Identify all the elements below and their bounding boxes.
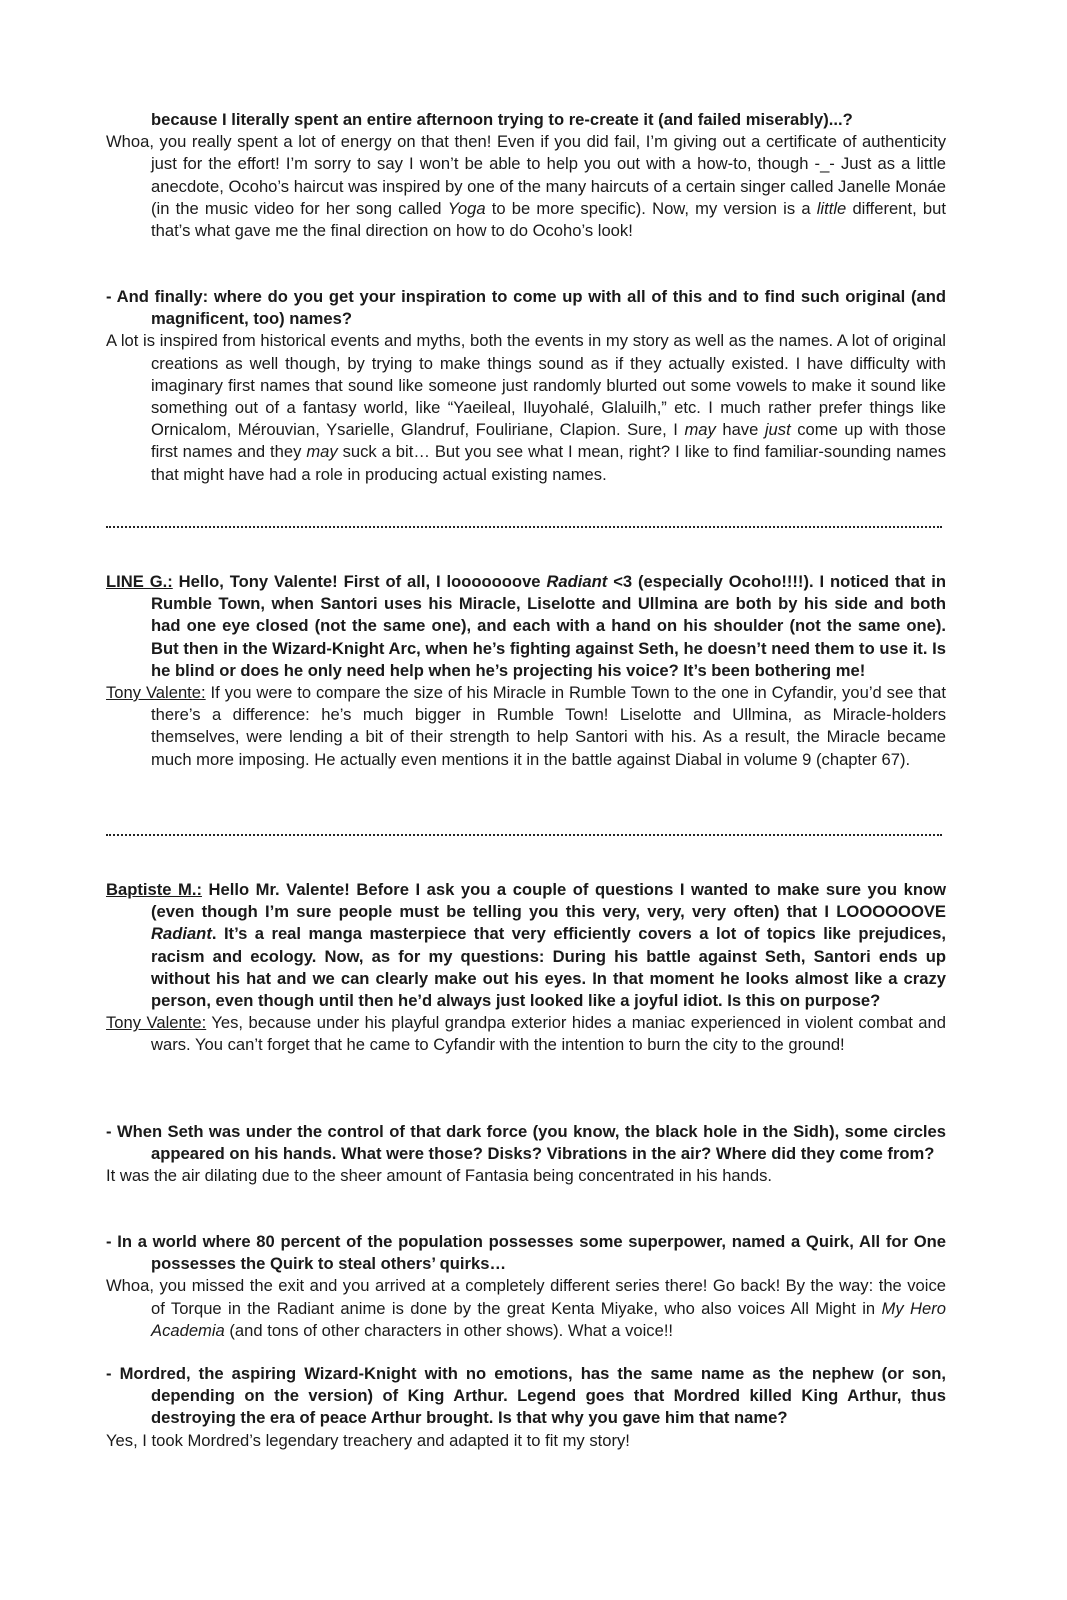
emphasis-text: may [684,420,716,440]
answer-text: have [715,420,765,440]
emphasis-text: Yoga [447,198,486,218]
dotted-divider [106,526,942,528]
question-seth-circles: - When Seth was under the control of that dark force (you know, the black hole in the Sidh), some circles appeared on his hands. What were those? Disks? Vibrations in the air? Where did they come from? [106,1122,946,1164]
inspiration-qa-block [106,286,946,486]
answer-seth-circles: It was the air dilating due to the sheer amount of Fantasia being concentrated in his hands. [106,1166,773,1186]
answer-baptiste [106,1012,946,1056]
quirk-qa-block [106,1231,946,1342]
answer-haircut [106,131,946,242]
question-continuation: because I literally spent an entire afternoon trying to re-create it (and failed miserably)...? [151,110,853,129]
emphasis-text: just [764,420,791,440]
question-text: . It’s a real manga masterpiece that very efficiently covers a lot of topics like prejudices, racism and ecology. Now, as for my questions: During his battle against Seth, Santori ends up without his hat and we can clearly make out his eyes. In that moment he looks almost like a crazy person, even though until then he’d always just looked like a joyful idiot. Is this on purpose? [151,924,946,1011]
question-inspiration: - And finally: where do you get your inspiration to come up with all of this and to find such original (and magnificent, too) names? [106,287,946,329]
answer-text: different, but that’s what gave me the final direction on how to do Ocoho’s look! [151,198,946,241]
question-text: Hello, Tony Valente! First of all, I looooooove [172,572,547,591]
emphasis-text: Radiant [546,572,608,591]
author-name: Tony Valente: [106,1013,207,1033]
answer-text: to be more specific). Now, my version is a [485,198,817,218]
answer-inspiration [106,330,946,485]
answer-text: A lot is inspired from historical events and myths, both the events in my story as well as the names. A lot of original creations as well though, by trying to make things sound as if they actually existed. I have difficulty with imaginary first names that sound like someone just randomly blurted out some vowels to make it sound like something out of a fantasy world, like “Yaeileal, Iluyohalé, Glaluilh,” etc. I much rather prefer things like Ornicalom, Mérouvian, Ysarielle, Glandruf, Fouliriane, Clapion. Sure, I [106,331,946,440]
mordred-qa-block [106,1363,946,1452]
question-line-g [106,571,946,682]
question-text: <3 (especially Ocoho!!!!). I noticed that in Rumble Town, when Santori uses his Miracle, Liselotte and Ullmina are both by his side and both had one eye closed (not the same one), and each with a hand on his shoulder (not the same one). But then in the Wizard-Knight Arc, when he’s fighting against Seth, he doesn’t need them to use it. Is he blind or does he only need help when he’s projecting his voice? It’s been bothering me! [151,572,946,680]
answer-text: (and tons of other characters in other shows). What a voice!! [224,1320,674,1340]
emphasis-text: little [816,198,847,218]
dotted-divider [106,834,942,836]
question-baptiste [106,879,946,1012]
question-continuation-block [106,109,946,242]
answer-text: suck a bit… But you see what I mean, right? I like to find familiar-sounding names that might have had a role in producing actual existing names. [151,442,946,484]
emphasis-text: Radiant [151,924,212,944]
answer-quirk [106,1275,946,1342]
answer-mordred: Yes, I took Mordred’s legendary treachery and adapted it to fit my story! [106,1430,630,1450]
answer-line-g [106,682,946,771]
emphasis-text: My Hero Academia [151,1298,946,1340]
answer-text: Yes, because under his playful grandpa exterior hides a maniac experienced in violent combat and wars. You can’t forget that he came to Cyfandir with the intention to burn the city to the ground! [151,1013,946,1055]
answer-text: Whoa, you really spent a lot of energy on that then! Even if you did fail, I’m giving out a certificate of authenticity just for the effort! I’m sorry to say I won’t be able to help you out with a how-to, though -_- Just as a little anecdote, Ocoho’s haircut was inspired by one of the many haircuts of a certain singer called Janelle Monáe (in the music video for her song called [106,132,946,218]
question-mordred: - Mordred, the aspiring Wizard-Knight with no emotions, has the same name as the nephew (or son, depending on the version) of King Arthur. Legend goes that Mordred killed King Arthur, thus destroying the era of peace Arthur brought. Is that why you gave him that name? [106,1364,946,1428]
asker-name: LINE G.: [106,572,173,591]
seth-circles-qa-block [106,1121,946,1188]
answer-text: come up with those first names and they [151,420,946,462]
question-text: Hello Mr. Valente! Before I ask you a couple of questions I wanted to make sure you know (even though I’m sure people must be telling you this very, very, very often) that I LOOOOOOVE [151,880,946,922]
baptiste-qa-block [106,879,946,1057]
question-quirk: - In a world where 80 percent of the population possesses some superpower, named a Quirk, All for One possesses the Quirk to steal others’ quirks… [106,1232,946,1274]
asker-name: Baptiste M.: [106,880,202,899]
answer-text: If you were to compare the size of his Miracle in Rumble Town to the one in Cyfandir, you’d see that there’s a difference: he’s much bigger in Rumble Town! Liselotte and Ullmina, as Miracle-holders themselves, were lending a bit of their strength to help Santori with his. As a result, the Miracle became much more imposing. He actually even mentions it in the battle against Diabal in volume 9 (chapter 67). [151,683,946,769]
author-name: Tony Valente: [106,683,206,703]
emphasis-text: may [306,442,338,462]
answer-text: Whoa, you missed the exit and you arrived at a completely different series there! Go back! By the way: the voice of Torque in the Radiant anime is done by the great Kenta Miyake, who also voices All Might in [106,1276,946,1318]
line-g-qa-block [106,571,946,771]
